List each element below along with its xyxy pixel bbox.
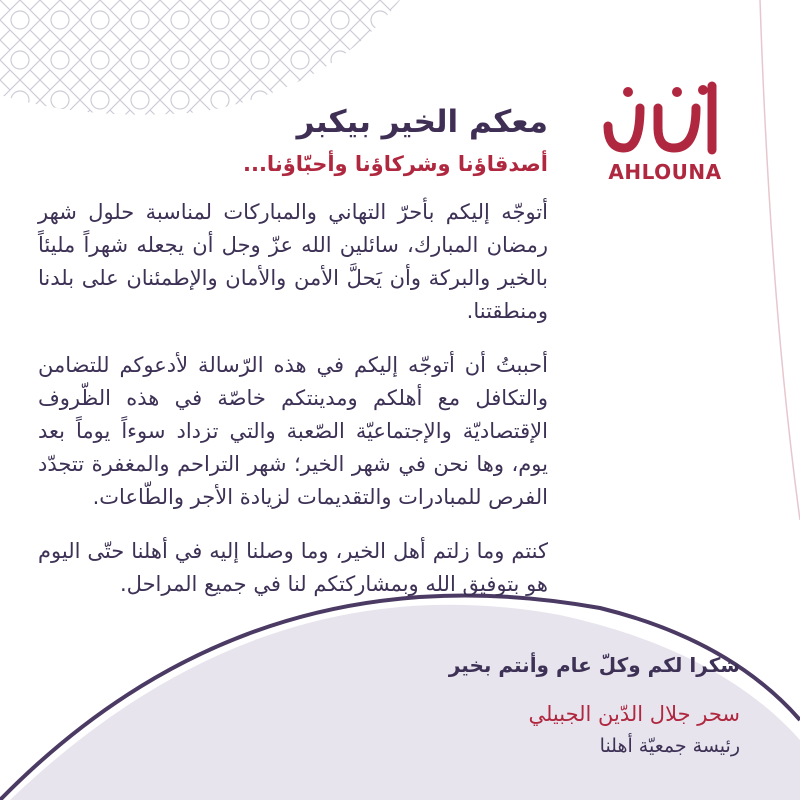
paragraph-2: أحببتُ أن أتوجّه إليكم في هذه الرّسالة لأدعوكم للتضامن والتكافل مع أهلكم ومدينتكم خاصّة في هذه الظّروف الإقتصاديّة والإجتماعيّة الصّعبة والتي تزداد سوءاً يوماً بعد يوم، وها نحن في شهر الخير؛ شهر التراحم والمغفرة تتجدّد الفرص للمبادرات والتقديمات لزيادة الأجر والطّاعات. — [38, 353, 548, 509]
signatory-title: رئيسة جمعيّة أهلنا — [599, 735, 740, 757]
ahlouna-wordmark-icon — [600, 78, 730, 158]
signatory-name: سحر جلال الدّين الجبيلي — [528, 702, 740, 726]
greeting-subtitle: أصدقاؤنا وشركاؤنا وأحبّاؤنا... — [243, 152, 548, 176]
thanks-line: شكرا لكم وكلّ عام وأنتم بخير — [448, 653, 740, 677]
ahlouna-logo — [590, 78, 740, 184]
letter-body — [38, 196, 548, 622]
paragraph-1: أتوجّه إليكم بأحرّ التهاني والمباركات لمناسبة حلول شهر رمضان المبارك، سائلين الله عزّ وجل أن يجعله شهراً مليئاً بالخير والبركة وأن يَحلَّ الأمن والأمان والإطمئنان على بلدنا ومنطقتنا. — [38, 200, 548, 323]
logo-brand-name: AHLOUNA — [608, 160, 722, 184]
paragraph-3: كنتم وما زلتم أهل الخير، وما وصلنا إليه في أهلنا حتّى اليوم هو بتوفيق الله وبمشاركتكم لنا في جميع المراحل. — [38, 539, 548, 596]
page-title: معكم الخير بيكبر — [296, 104, 548, 140]
